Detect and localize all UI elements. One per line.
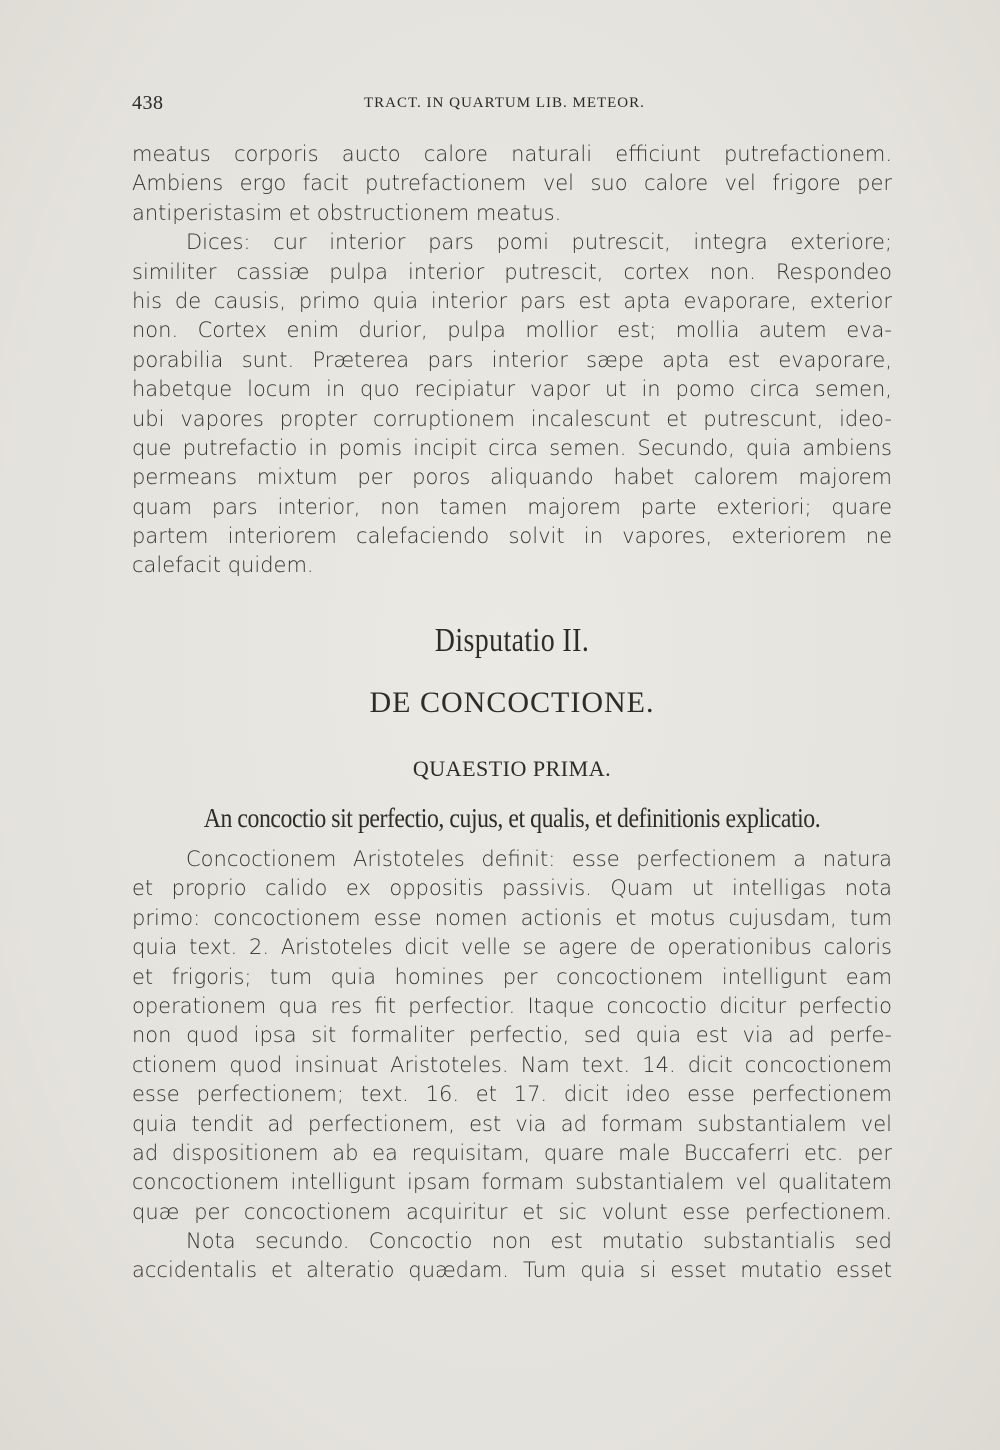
text-line: primo: concoctionem esse nomen actionis et motus cujusdam, tum — [132, 905, 892, 930]
text-line: porabilia sunt. Præterea pars interior sæpe apta est evaporare, — [132, 347, 892, 372]
text-line: que putrefactio in pomis incipit circa semen. Secundo, quia ambiens — [132, 435, 892, 460]
text-line: accidentalis et alteratio quædam. Tum quia si esset mutatio esset — [132, 1258, 892, 1283]
text-line: Dices: cur interior pars pomi putrescit, integra exteriore; — [186, 230, 892, 255]
text-line: et frigoris; tum quia homines per concoctionem intelligunt eam — [132, 964, 892, 989]
text-line: ad dispositionem ab ea requisitam, quare male Buccaferri etc. per — [132, 1140, 892, 1165]
text-line: calefacit quidem. — [132, 553, 314, 578]
section-heading-disputatio: Disputatio II. — [434, 622, 590, 659]
text-line: meatus corporis aucto calore naturali efficiunt putrefactionem. — [132, 142, 892, 166]
page-number: 438 — [132, 92, 164, 114]
section-heading-quaestio: QUAESTIO PRIMA. — [412, 756, 612, 781]
text-line: ubi vapores propter corruptionem incalescunt et putrescunt, ideo- — [132, 406, 892, 431]
paragraph-block-concoctio — [132, 845, 892, 1286]
text-line: his de causis, primo quia interior pars est apta evaporare, exterior — [132, 288, 892, 313]
text-line: ctionem quod insinuat Aristoteles. Nam text. 14. dicit concoctionem — [132, 1052, 892, 1077]
text-line: non quod ipsa sit formaliter perfectio, sed quia est via ad perfe- — [132, 1023, 892, 1048]
text-line: Ambiens ergo facit putrefactionem vel suo calore vel frigore per — [132, 171, 892, 196]
text-line: operationem qua res fit perfectior. Itaque concoctio dicitur perfectio — [132, 993, 892, 1018]
text-line: quæ per concoctionem acquiritur et sic volunt esse perfectionem. — [132, 1199, 892, 1224]
text-line: et proprio calido ex oppositis passivis. Quam ut intelligas nota — [132, 876, 892, 901]
text-line: esse perfectionem; text. 16. et 17. dicit ideo esse perfectionem — [132, 1082, 892, 1107]
text-line: antiperistasim et obstructionem meatus. — [132, 200, 562, 225]
text-line: permeans mixtum per poros aliquando habet calorem majorem — [132, 465, 892, 490]
text-line: similiter cassiæ pulpa interior putrescit, cortex non. Respondeo — [132, 259, 892, 284]
text-line: Nota secundo. Concoctio non est mutatio substantialis sed — [186, 1229, 892, 1254]
text-line: non. Cortex enim durior, pulpa mollior est; mollia autem eva- — [132, 318, 892, 343]
running-title: TRACT. IN QUARTUM LIB. METEOR. — [364, 95, 645, 111]
text-line: concoctionem intelligunt ipsam formam substantialem vel qualitatem — [132, 1170, 892, 1195]
text-line: quam pars interior, non tamen majorem parte exteriori; quare — [132, 494, 892, 519]
paragraph-block-putrefaction — [132, 140, 892, 581]
text-line: partem interiorem calefaciendo solvit in vapores, exteriorem ne — [132, 524, 892, 549]
section-heading-de-concoctione: DE CONCOCTIONE. — [369, 686, 655, 719]
text-line: quia text. 2. Aristoteles dicit velle se agere de operationibus caloris — [132, 935, 892, 960]
text-line: habetque locum in quo recipiatur vapor ut in pomo circa semen, — [132, 377, 892, 402]
text-line: quia tendit ad perfectionem, est via ad formam substantialem vel — [132, 1111, 892, 1136]
running-head — [132, 92, 892, 116]
text-line: Concoctionem Aristoteles definit: esse perfectionem a natura — [186, 847, 892, 871]
question-title: An concoctio sit perfectio, cujus, et qualis, et definitionis explicatio. — [203, 803, 821, 833]
